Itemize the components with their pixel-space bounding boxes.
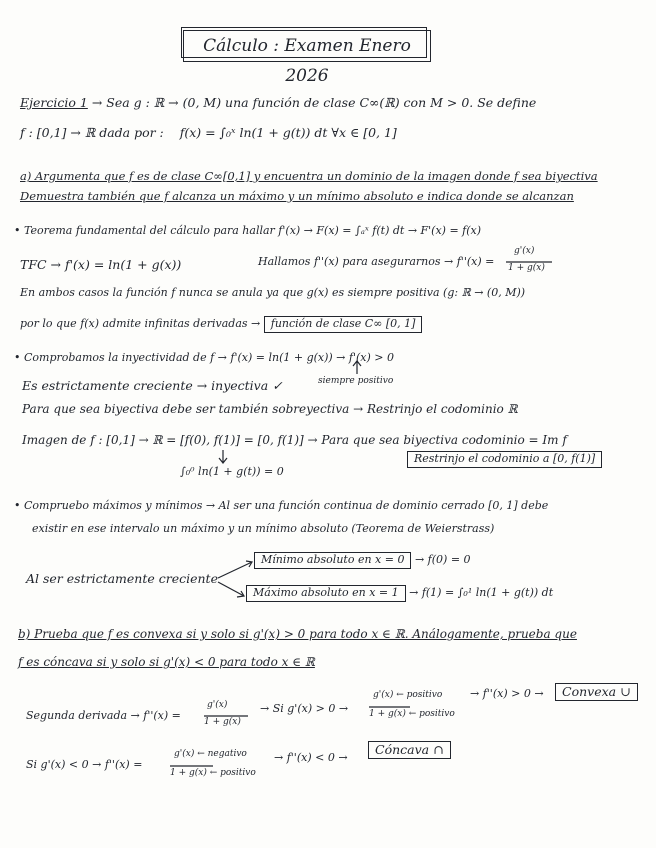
convex-num: g'(x) ← positivo [373,690,443,700]
image-line-1: Imagen de f : [0,1] → ℝ = [f(0), f(1)] = [0, f(1)] → Para que sea biyectiva codominio = Im f [22,433,567,447]
convex-box-wrap [555,683,638,701]
second-derivative-den: 1 + g(x) [204,717,241,727]
tfc-line-1: • Teorema fundamental del cálculo para hallar f'(x) → F(x) = ∫ₐˣ f(t) dt → F'(x) = f(x) [14,224,482,237]
concave-conclusion: → f''(x) < 0 → [274,751,348,764]
image-box-wrap [407,451,602,468]
always-positive-note: siempre positivo [318,376,394,386]
branch-arrow-down [218,582,244,596]
second-derivative-num: g'(x) [207,700,228,710]
both-cases-line-2 [20,316,422,333]
concave-condition: Si g'(x) < 0 → f''(x) = [26,758,143,771]
part-b-statement-1: b) Prueba que f es convexa si y solo si g'(x) > 0 para todo x ∈ ℝ. Análogamente, prueba que [18,627,577,641]
concave-den: 1 + g(x) ← positivo [170,768,256,778]
max-result-box: Máximo absoluto en x = 1 [246,585,406,602]
convex-conclusion: → f''(x) > 0 → [470,687,544,700]
convex-den: 1 + g(x) ← positivo [369,709,455,719]
branch-arrowhead-down [237,591,244,597]
exercise-1-formula: f(x) = ∫₀ˣ ln(1 + g(t)) dt ∀x ∈ [0, 1] [179,125,397,140]
concave-box-wrap [368,741,451,759]
tfc-fraction-num: g'(x) [514,246,535,256]
max-result-value: → f(1) = ∫₀¹ ln(1 + g(t)) dt [409,586,554,599]
both-cases-line-1: En ambos casos la función f nunca se anula ya que g(x) es siempre positiva (g: ℝ → (0, M)) [20,286,526,299]
exercise-1-definition [20,126,397,140]
exercise-1-label: Ejercicio 1 [20,95,88,110]
maxmin-line-3: Al ser estrictamente creciente [26,571,218,586]
tfc-line-2: TFC → f'(x) = ln(1 + g(x)) [20,257,182,272]
f0-arrowhead [219,458,227,463]
class-result-box: función de clase C∞ [0, 1] [264,316,423,333]
part-b-statement-2: f es cóncava si y solo si g'(x) < 0 para todo x ∈ ℝ [18,655,315,669]
convex-condition: → Si g'(x) > 0 → [260,702,349,715]
maxmin-line-1: • Compruebo máximos y mínimos → Al ser una función continua de dominio cerrado [0, 1] debe [14,499,549,512]
page-title: Cálculo : Examen Enero 2026 [183,30,431,62]
exercise-1-heading [20,96,536,110]
exercise-1-statement: → Sea g : ℝ → (0, M) una función de clase C∞(ℝ) con M > 0. Se define [91,95,537,110]
both-cases-text: por lo que f(x) admite infinitas derivadas → [20,317,261,330]
min-result-box: Mínimo absoluto en x = 0 [254,552,411,569]
image-integral-zero: ∫₀⁰ ln(1 + g(t)) = 0 [180,465,284,478]
branch-arrowhead-up [246,561,252,567]
concave-result-box: Cóncava ∩ [368,741,451,759]
convex-result-box: Convexa ∪ [555,683,638,701]
injectivity-line-2: Es estrictamente creciente → inyectiva ✓ [22,378,283,393]
injectivity-line-1: • Comprobamos la inyectividad de f → f'(x) = ln(1 + g(x)) → f'(x) > 0 [14,351,394,364]
part-a-statement-1: a) Argumenta que f es de clase C∞[0,1] y encuentra un dominio de la imagen donde f sea biyectiva [20,169,598,183]
tfc-line-3: Hallamos f''(x) para asegurarnos → f''(x) = [258,255,495,268]
concave-num: g'(x) ← negativo [174,749,247,759]
second-derivative-text: Segunda derivada → f''(x) = [26,709,181,722]
injectivity-line-3: Para que sea biyectiva debe ser también sobreyectiva → Restrinjo el codominio ℝ [22,402,518,416]
exercise-1-domain: f : [0,1] → ℝ dada por : [20,125,164,140]
codomain-result-box: Restrinjo el codominio a [0, f(1)] [407,451,602,468]
min-row [254,552,471,569]
part-a-statement-2: Demuestra también que f alcanza un máximo y un mínimo absoluto e indica donde se alcanzan [20,189,574,203]
maxmin-line-2: existir en ese intervalo un máximo y un mínimo absoluto (Teorema de Weierstrass) [32,522,495,535]
min-result-value: → f(0) = 0 [414,553,471,566]
max-row [246,585,553,602]
branch-arrow-up [218,562,252,578]
tfc-fraction-den: 1 + g(x) [508,263,545,273]
